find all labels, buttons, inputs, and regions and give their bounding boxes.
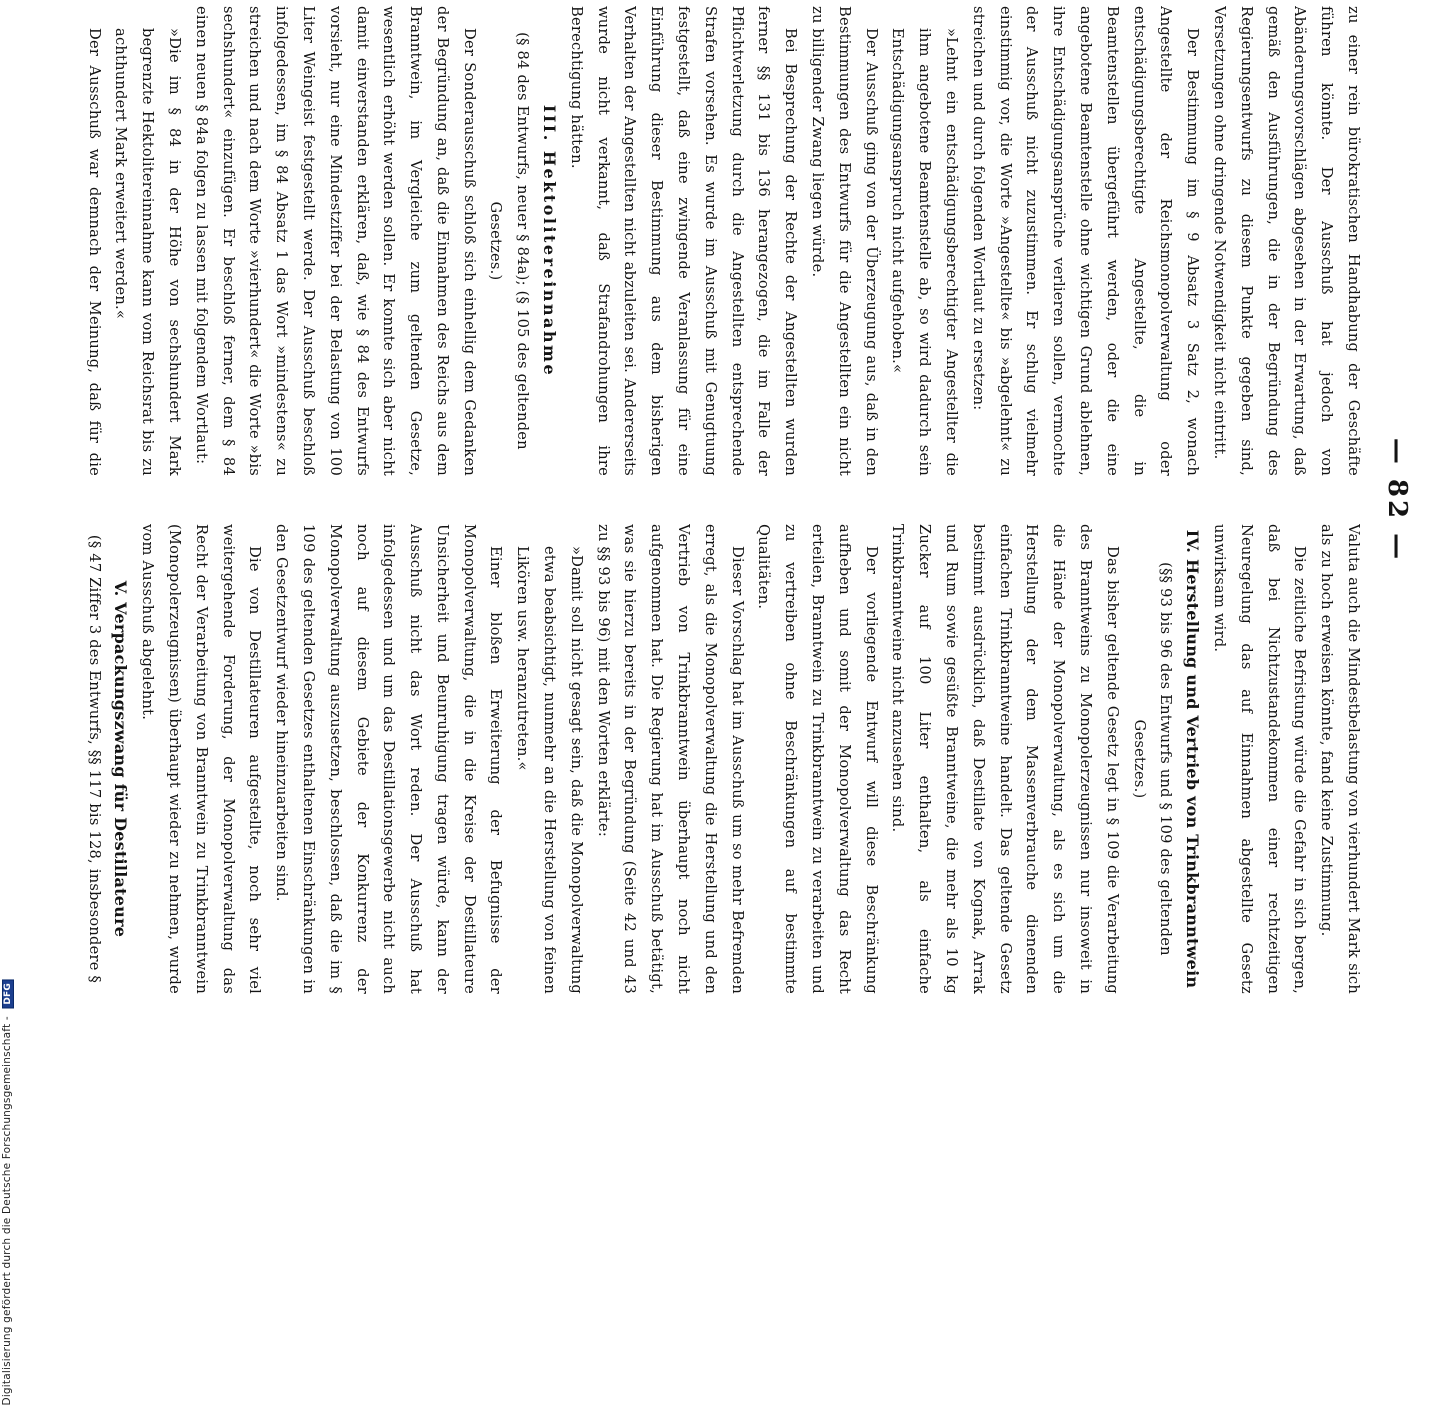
paragraph: Einer bloßen Erweiterung der Befugnisse der Monopolverwaltung, die in die Kreise der Destillateure Unsicherheit und Beunruhigung tragen würde, kann der Ausschuß nicht das Wort reden. Der Ausschuß hat infolgedessen und um das Destillationsgewerbe nicht auch noch auf diesem Gebiete der Konkurrenz der Monopolverwaltung auszusetzen, beschlossen, daß die im § 109 des geltenden Gesetzes enthaltenen Einschränkungen in den Gesetzentwurf wieder hineinzuarbeiten sind. [273,524,505,994]
section-subtitle: (§ 47 Ziffer 3 des Entwurfs, §§ 117 bis 128, insbesondere § [86,534,103,984]
paragraph: Bei Besprechung der Rechte der Angestellten wurden ferner §§ 131 bis 136 herangezogen, die im Falle der Pflichtverletzung durch die Angestellten entsprechende Strafen vorsehen. Es wurde im Ausschuß mit Genugtuung festgestellt, daß eine zwingende Veranlassung für eine Einführung dieser Bestimmung aus dem bisherigen Verhalten der Angestellten nicht abzuleiten sei. Andererseits wurde nicht verkannt, daß Strafandrohungen ihre Berechtigung hätten. [567,6,800,476]
right-column [86,524,1366,994]
paragraph: Dieser Vorschlag hat im Ausschuß um so mehr Befremden erregt, als die Monopolverwaltung die Herstellung und den Vertrieb von Trinkbranntwein überhaupt noch nicht aufgenommen hat. Die Regierung hat im Ausschuß betätigt, was sie hierzu bereits in der Begründung (Seite 42 und 43 zu §§ 93 bis 96) mit den Worten erklärte: [594,524,746,994]
section-subtitle: (§§ 93 bis 96 des Entwurfs und § 109 des geltenden Gesetzes.) [1130,562,1175,956]
paragraph: Der Sonderausschuß schloß sich einhellig dem Gedanken der Begründung an, daß die Einnahmen des Reichs aus dem Branntwein, im Vergleiche zum geltenden Gesetze, wesentlich erhöht werden sollen. Er konnte sich aber nicht damit einverstanden erklären, daß, wie § 84 des Entwurfs vorsieht, nur eine Mindestziffer bei der Belastung von 100 Liter Weingeist festgestellt werde. Der Ausschuß beschloß infolgedessen, im § 84 Absatz 1 das Wort »mindestens« zu streichen und nach dem Worte »vierhundert« die Worte »bis sechshundert« einzufügen. Er beschloß ferner, dem § 84 einen neuen § 84a folgen zu lassen mit folgendem Wortlaut: [192,6,478,476]
section-title: III. Hektolitereinnahme [540,104,560,378]
footer-credit [1,979,14,1405]
paragraph: Das bisher geltende Gesetz legt in § 109 die Verarbeitung des Branntweins zu Monopolerzeugnissen nur insoweit in die Hände der Monopolverwaltung, als es sich um die Herstellung der dem Massenverbrauche dienenden einfachen Trinkbranntweine handelt. Das geltende Gesetz bestimmt ausdrücklich, daß Destillate von Kognak, Arrak und Rum sowie gesüßte Branntweine, die mehr als 10 kg Zucker auf 100 Liter enthalten, als einfache Trinkbranntweine nicht anzusehen sind. [889,524,1121,994]
section-title: IV. Herstellung und Vertrieb von Trinkbranntwein [1183,529,1203,989]
quote: »Die im § 84 in der Höhe von sechshundert Mark begrenzte Hektolitereinnahme kann vom Reichsrat bis zu achthundert Mark erweitert werden.« [112,28,183,476]
section-title: V. Verpackungszwang für Destillateure [111,580,131,938]
quote: »Damit soll nicht gesagt sein, daß die Monopolverwaltung etwa beabsichtigt, nunmehr an die Herstellung von feinen Likören usw. heranzutreten.« [514,546,585,994]
rotated-document-page [82,2,1426,998]
paragraph: Der Ausschuß war demnach der Meinung, daß für die [86,28,103,476]
paragraph: Die zeitliche Befristung würde die Gefahr in sich bergen, daß bei Nichtzustandekommen einer rechtzeitigen Neuregelung das auf Einnahmen abgestellte Gesetz unwirksam wird. [1211,524,1309,994]
paragraph: Der vorliegende Entwurf will diese Beschränkung aufheben und somit der Monopolverwaltung das Recht erteilen, Branntwein zu Trinkbranntwein zu verarbeiten und zu vertreiben ohne Beschränkungen auf bestimmte Qualitäten. [755,524,880,994]
paragraph: Valuta auch die Mindestbelastung von vierhundert Mark sich als zu hoch erweisen könnte, fand keine Zustimmung. [1318,524,1362,994]
paragraph: Der Ausschuß ging von der Überzeugung aus, daß in den Bestimmungen des Entwurfs für die Angestellten ein nicht zu billigender Zwang liegen würde. [809,6,880,476]
paragraph: Die von Destillateuren aufgestellte, noch sehr viel weitergehende Forderung, der Monopolverwaltung das Recht der Verarbeitung von Branntwein zu Trinkbranntwein (Monopolerzeugnissen) überhaupt wieder zu nehmen, wurde vom Ausschuß abgelehnt. [139,524,264,994]
dfg-logo: DFG [2,979,14,1009]
section-subtitle: (§ 84 des Entwurfs, neuer § 84a); (§ 105 des geltenden Gesetzes.) [487,32,532,450]
paragraph: zu einer rein bürokratischen Handhabung der Geschäfte führen könnte. Der Ausschuß hat jedoch von Abänderungsvorschlägen abgesehen in der Erwartung, daß gemäß den Ausführungen, die in der Begründung des Regierungsentwurfs zu diesem Punkte gegeben sind, Versetzungen ohne dringende Notwendigkeit nicht eintritt. [1211,6,1362,476]
page-number: — 82 — [1382,437,1412,563]
digitization-footer [0,0,16,1405]
left-column [86,6,1366,476]
quote: »Lehnt ein entschädigungsberechtigter Angestellter die ihm angebotene Beamtenstelle ab, so wird dadurch sein Entschädigungsanspruch nicht aufgehoben.« [889,28,961,476]
footer-text: Digitalisierung gefördert durch die Deutsche Forschungsgemeinschaft - [1,1016,13,1405]
paragraph: Der Bestimmung im § 9 Absatz 3 Satz 2, wonach Angestellte der Reichsmonopolverwaltung oder entschädigungsberechtigte Angestellte, die in Beamtenstellen übergeführt werden, oder die eine angebotene Beamtenstelle ohne wichtigen Grund ablehnen, ihre Entschädigungsansprüche verlieren sollen, vermochte der Ausschuß nicht zuzustimmen. Er schlug vielmehr einstimmig vor, die Worte »Angestellte« bis »abgelehnt« zu streichen und durch folgenden Wortlaut zu ersetzen: [969,6,1202,476]
page-header [1368,2,1426,998]
